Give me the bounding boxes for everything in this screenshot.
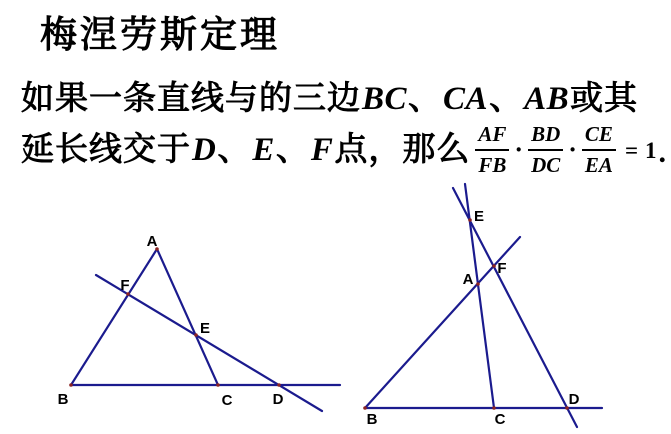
math-letters: E [252,131,275,168]
chinese-text: 如果一条直线与的三边 [21,81,361,117]
chinese-text: 、 [217,131,252,168]
vertex-label-C: C [221,392,233,409]
sentence-period: . [658,136,667,169]
fraction-numerator: CE [584,122,613,146]
vertex-label-B: B [57,391,69,408]
vertex-label-A: A [462,271,474,288]
vertex-label-D: D [272,391,284,408]
chinese-text: 延长线交于 [21,131,191,168]
vertex-dot-B [363,406,367,410]
result-value: 1 [645,137,657,163]
math-letters: D [192,131,217,168]
math-letters: CA [443,81,489,117]
chinese-text: 、 [408,81,443,117]
page-title: 梅涅劳斯定理 [40,15,280,56]
vertex-dot-C [492,406,496,410]
chinese-text: 点，那么 [334,131,471,168]
fraction-numerator: AF [478,122,507,146]
fraction-numerator: BD [531,122,561,146]
chinese-text: 、 [489,81,524,117]
vertex-dot-D [277,383,281,387]
fraction-denominator: EA [584,153,613,177]
vertex-dot-A [476,282,480,286]
chinese-text: 或其 [570,81,639,117]
diagram-line [96,275,322,411]
fraction-denominator: DC [531,153,561,177]
multiplication-dot: · [514,135,524,164]
math-letters: BC [362,81,408,117]
equals-sign: = [624,137,639,163]
vertex-dot-B [69,383,73,387]
vertex-dot-F [492,264,496,268]
fraction-denominator: FB [478,153,507,177]
multiplication-dot: · [568,135,577,164]
vertex-label-B: B [366,411,378,428]
math-letters: F [310,131,334,168]
diagram-transversal-through-sides [58,233,340,411]
diagram-line [71,249,157,385]
vertex-dot-E [468,218,472,222]
vertex-label-C: C [494,411,506,428]
diagram-transversal-through-extensions [363,184,602,428]
vertex-label-F: F [120,277,130,294]
vertex-label-A: A [146,233,158,250]
vertex-dot-E [194,333,198,337]
vertex-label-E: E [473,208,485,225]
diagram-line [453,188,577,427]
vertex-dot-C [216,383,220,387]
chinese-text: 、 [275,131,310,168]
vertex-label-D: D [568,391,580,408]
math-letters: AB [524,81,570,117]
vertex-label-F: F [497,260,507,277]
vertex-label-E: E [199,320,211,337]
